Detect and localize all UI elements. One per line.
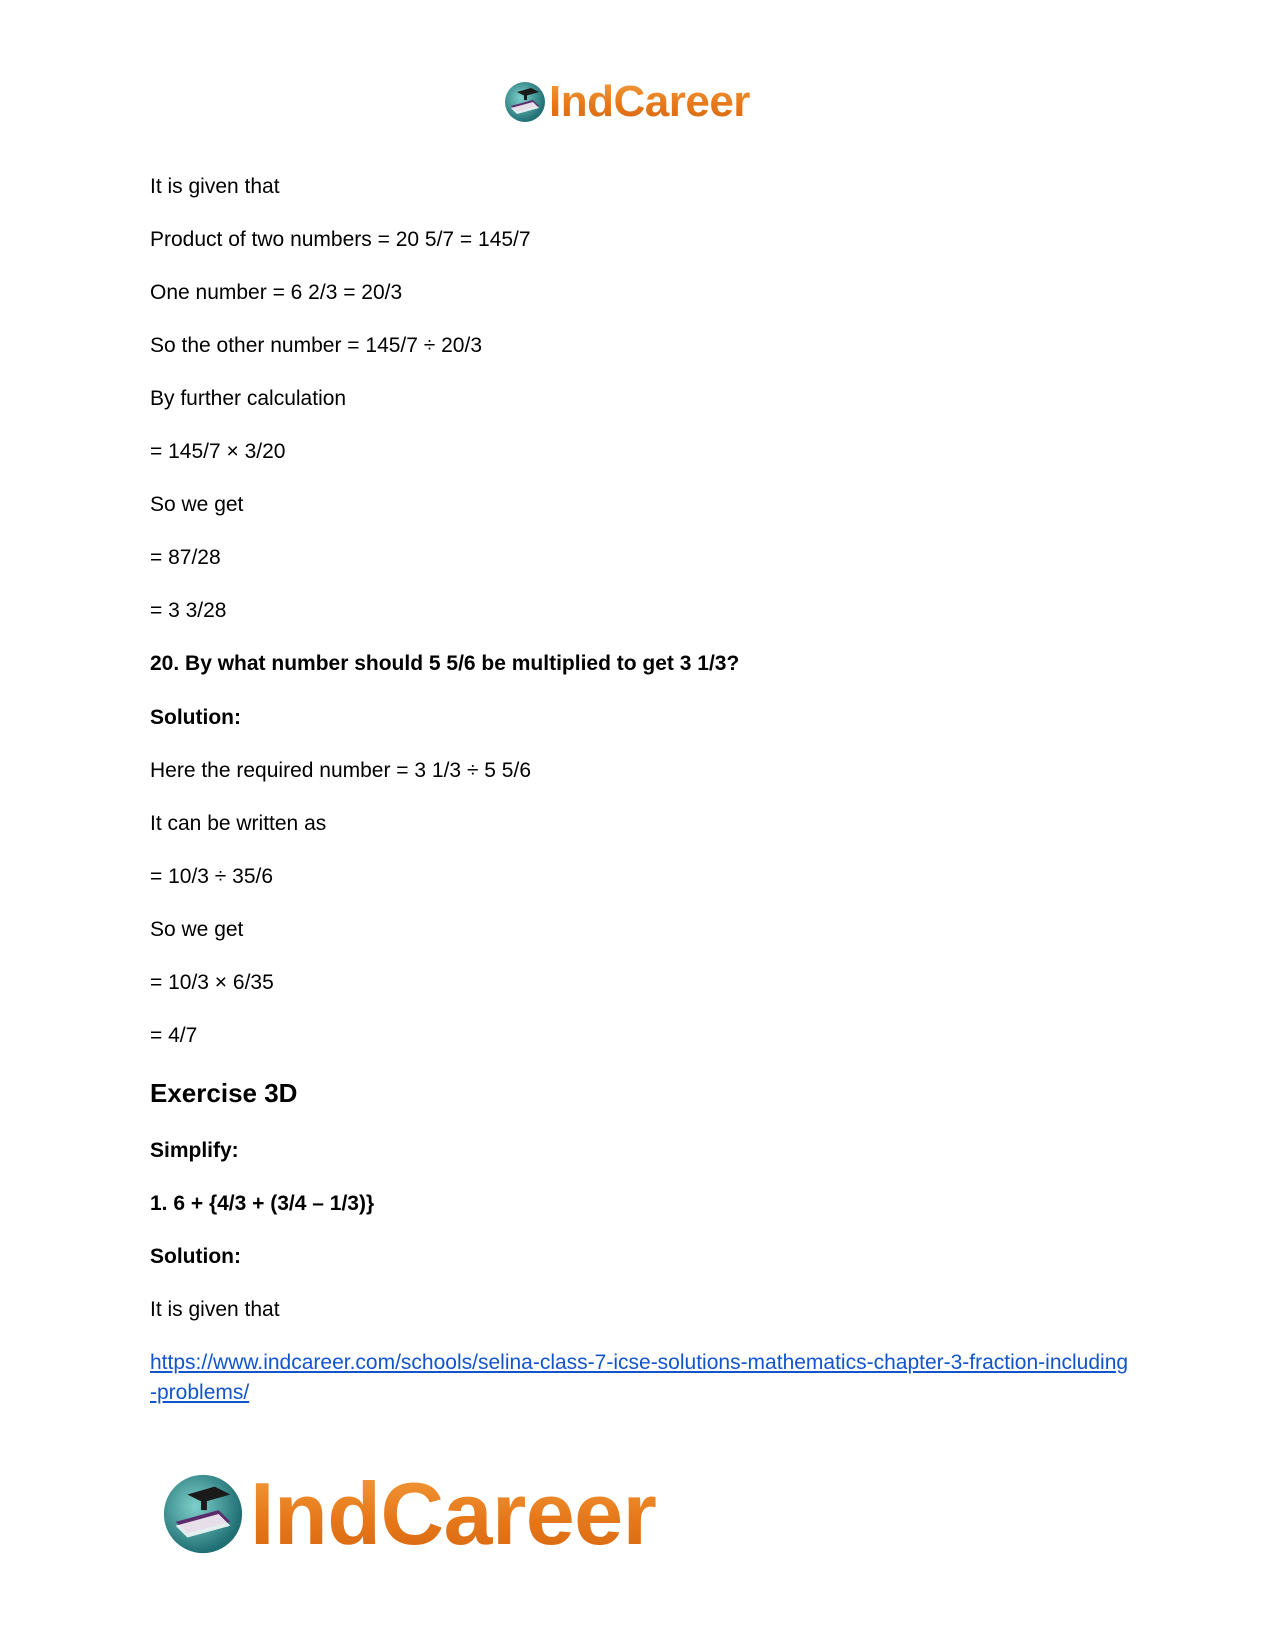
text-line: Product of two numbers = 20 5/7 = 145/7 (150, 228, 531, 251)
text-line: = 3 3/28 (150, 599, 227, 622)
text-line: It is given that (150, 175, 280, 198)
logo-globe-icon (503, 80, 547, 124)
text-line: So the other number = 145/7 ÷ 20/3 (150, 334, 483, 357)
text-line: = 10/3 ÷ 35/6 (150, 865, 274, 888)
text-line: = 87/28 (150, 546, 221, 569)
text-line: It can be written as (150, 812, 327, 835)
solution-label: Solution: (150, 1245, 241, 1268)
text-line: One number = 6 2/3 = 20/3 (150, 281, 403, 304)
exercise-heading: Exercise 3D (150, 1078, 298, 1108)
text-line: Here the required number = 3 1/3 ÷ 5 5/6 (150, 759, 532, 782)
text-line: = 145/7 × 3/20 (150, 440, 286, 463)
text-line: = 4/7 (150, 1024, 198, 1047)
text-line: It is given that (150, 1298, 280, 1321)
solution-label: Solution: (150, 706, 241, 729)
text-line: By further calculation (150, 387, 347, 410)
footer-logo-text: IndCareer (250, 1464, 657, 1563)
simplify-label: Simplify: (150, 1139, 239, 1162)
logo-globe-icon (160, 1471, 246, 1557)
text-line: = 10/3 × 6/35 (150, 971, 274, 994)
text-line: So we get (150, 493, 244, 516)
header-logo-text: IndCareer (549, 77, 750, 126)
header-logo (503, 78, 750, 126)
text-line: So we get (150, 918, 244, 941)
question-20: 20. By what number should 5 5/6 be multiplied to get 3 1/3? (150, 652, 740, 675)
source-link[interactable]: https://www.indcareer.com/schools/selina-class-7-icse-solutions-mathematics-chapter-3-fraction-including-problems/ (150, 1351, 1129, 1404)
question-1: 1. 6 + {4/3 + (3/4 – 1/3)} (150, 1192, 375, 1215)
footer-logo (160, 1464, 657, 1563)
